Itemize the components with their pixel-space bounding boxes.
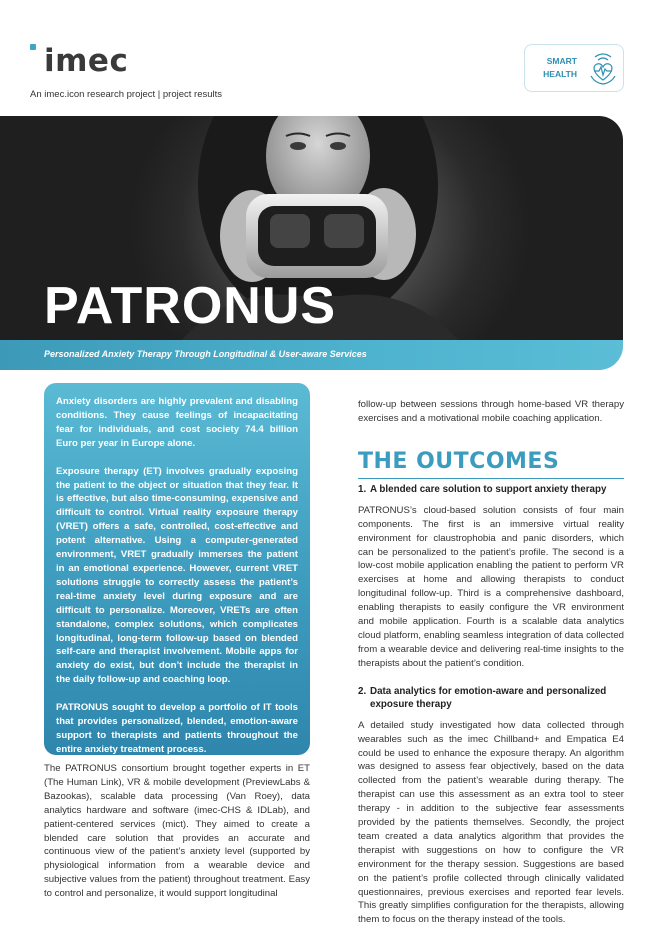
- project-subtitle: Personalized Anxiety Therapy Through Longitudinal & User-aware Services: [44, 349, 367, 359]
- smart-health-badge: [524, 44, 624, 92]
- section-1-title: A blended care solution to support anxiety therapy: [370, 483, 607, 495]
- section-2-text: A detailed study investigated how data collected through wearables such as the imec Chillband+ and Empatica E4 could be used to enhance the exposure therapy. An algorithm was designed to assess fear objectively, based on the data collected from the patient’s wearable during therapy. The therapist can use this assessment as an extra tool to steer therapy - in addition to the subjective fear assessments provided by the patients themselves. Secondly, the project team created a data analytics algorithm that provides the therapist with suggestions on how to configure the VR environment for the therapy session. Suggestions are based on the patient’s profile collected through clinically validated questionnaires, previous exercises and reported fear levels. This greatly simplifies configuration for the therapists, allowing them to focus on the therapy instead of the tools.: [358, 719, 624, 926]
- intro-paragraph-1: Anxiety disorders are highly prevalent and disabling conditions. They cause feelings of incapacitating fear for individuals, and cost society 74.4 billion Euro per year in Europe alone.: [56, 396, 298, 449]
- logo-text: imec: [44, 43, 129, 79]
- section-2-heading: [358, 685, 624, 711]
- right-column: [358, 398, 624, 931]
- outcomes-heading: THE OUTCOMES: [358, 448, 560, 474]
- heart-rate-hand-icon: [587, 52, 619, 86]
- hero-banner: [0, 116, 623, 342]
- section-2-number: 2.: [358, 685, 367, 697]
- badge-line-2: HEALTH: [543, 69, 577, 79]
- continuation-paragraph: follow-up between sessions through home-based VR therapy exercises and a motivational mobile coaching application.: [358, 399, 624, 424]
- badge-line-1: SMART: [546, 56, 577, 66]
- logo-dot: [30, 44, 36, 50]
- section-2-title: Data analytics for emotion-aware and personalized exposure therapy: [370, 685, 607, 710]
- subtitle-band: [0, 340, 623, 370]
- outcomes-divider: [358, 478, 624, 479]
- intro-paragraph-3: PATRONUS sought to develop a portfolio of IT tools that provides personalized, blended, emotion-aware support to therapists and patients throughout the entire anxiety treatment process.: [56, 702, 298, 755]
- tagline: An imec.icon research project | project results: [30, 89, 223, 100]
- section-1-number: 1.: [358, 483, 367, 495]
- section-1-text: PATRONUS’s cloud-based solution consists of four main components. The first is an immersive virtual reality environment for claustrophobia and panic disorders, which can be personalized to the patient’s profile. The second is a low-cost mobile application enabling the patient to perform VR exercises at home and allowing therapists to conduct longitudinal follow-up. Third is a comprehensive dashboard, enabling therapists to easily configure the VR environment and mobile application. Fourth is a scalable data analytics cloud platform, enabling seamless integration of data collected from a wearable device and delivering real-time insights to the therapists about the patient’s condition.: [358, 504, 624, 669]
- badge-label: [535, 55, 577, 81]
- intro-paragraph-2: Exposure therapy (ET) involves gradually exposing the patient to the object or situation that they fear. It is effective, but also time-consuming, expensive and difficult to control. Virtual reality exposure therapy (VRET) offers a safe, controlled, cost-effective and potent alternative. Using a computer-generated environment, VRET gradually immerses the patient in an emotional experience. However, current VRET solutions struggle to correctly assess the patient’s real-time anxiety level during exposure and are difficult to personalize. Moreover, VRETs are often standalone, complex solutions, which complicates longitudinal, long-term follow-up based on blended self-care and therapist involvement. Mobile apps for anxiety do exist, but don’t include the therapist in the daily follow-up and coaching loop.: [56, 465, 298, 686]
- page-title: PATRONUS: [44, 277, 337, 335]
- consortium-paragraph: The PATRONUS consortium brought together experts in ET (The Human Link), VR & mobile development (PreviewLabs & Bazookas), scalable data processing (Van Roey), data analytics hardware and software (imec-CHS & IDLab), and patient-centered services (mict). They aimed to create a blended care solution that provides an accurate and continuous view of the patient’s anxiety level (supported by physiological information from a wearable device and subjective values from the patient) throughout treatment. Easy to control and personalize, it would support longitudinal: [44, 763, 310, 900]
- intro-box: [44, 383, 310, 755]
- section-1-heading: [358, 483, 624, 496]
